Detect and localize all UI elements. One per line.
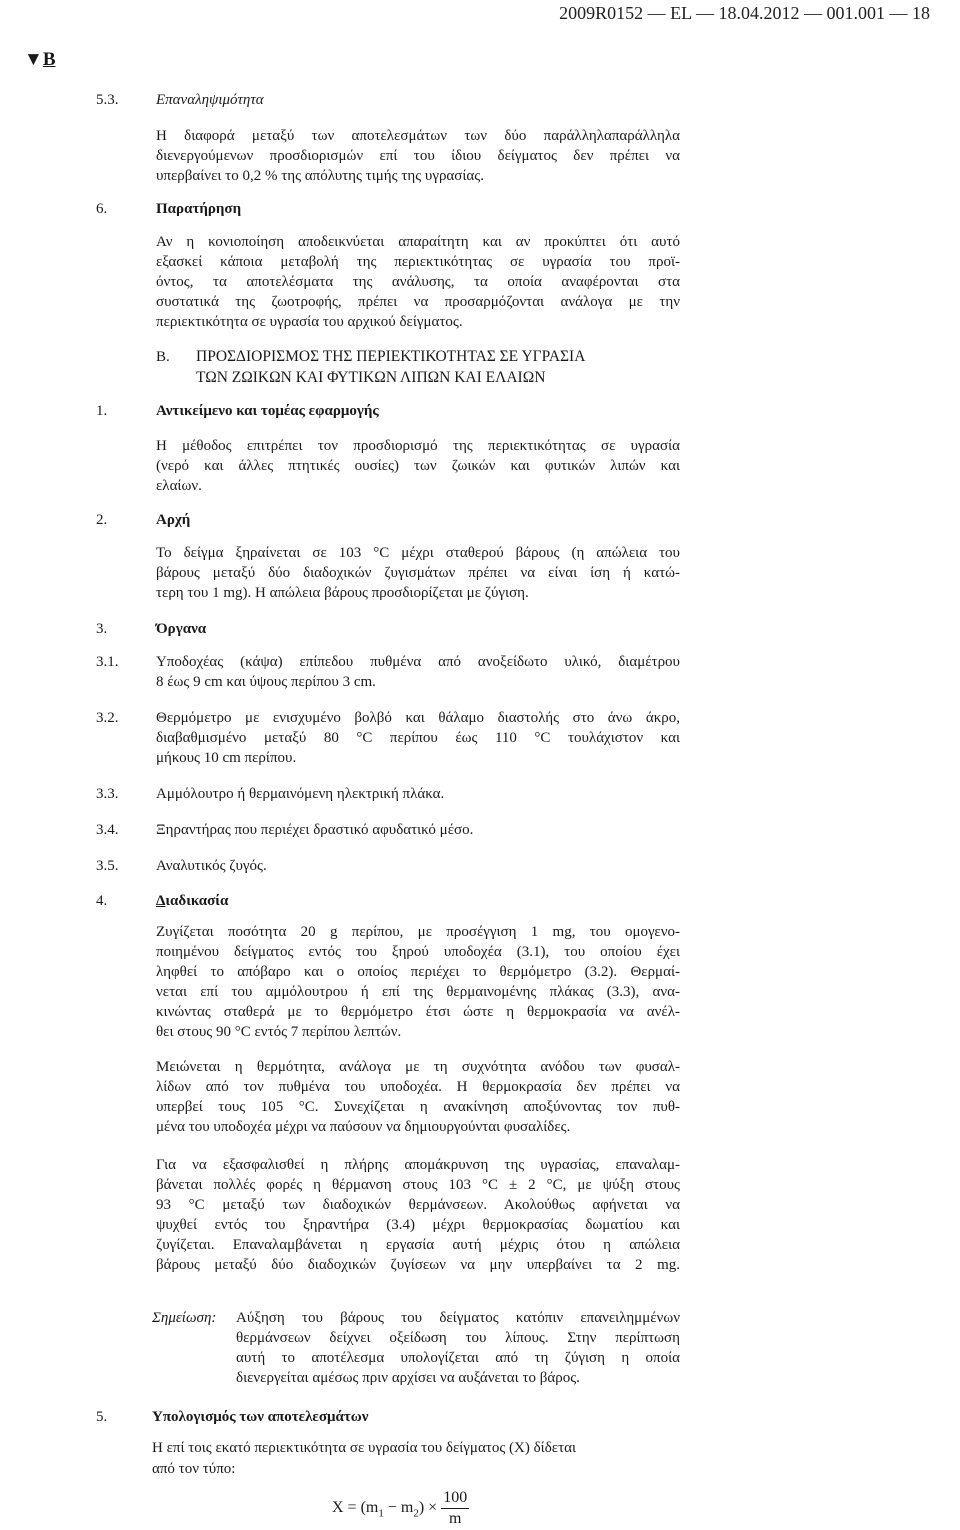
formula-minus: − [387,1499,397,1517]
item-number: 3.5. [96,858,119,874]
text-line: Υποδοχέας (κάψα) επίπεδου πυθμένα από ανοξείδωτο υλικό, διαμέτρου [156,654,680,670]
text-line: κινώντας σταθερά με το θερμόμετρο έτσι ώστε η θερμοκρασία να ανέλ- [156,1004,680,1020]
text-line: ζυγίζεται. Επαναλαμβάνεται η εργασία αυτή μέχρις ότου η απώλεια [156,1237,680,1253]
item-number: 3.1. [96,654,119,670]
text-line: διαβαθμισμένο μεταξύ 80 °C περίπου έως 110 °C τουλάχιστον και [156,730,680,746]
section-title: Αρχή [156,512,191,528]
list-item: Αμμόλουτρο ή θερμαινόμενη ηλεκτρική πλάκα. [156,786,445,802]
text-line: νεται επί του αμμόλουτρου ή επί της θερμαινομένης πλάκας (3.3), ανα- [156,984,680,1000]
text-line: Το δείγμα ξηραίνεται σε 103 °C μέχρι σταθερού βάρους (η απώλεια του [156,545,680,561]
section-title: Αντικείμενο και τομέας εφαρμογής [156,403,379,419]
text-line: αυτή το αποτέλεσμα υπολογίζεται από τη ζύγιση η οποία [236,1350,680,1366]
list-item: Αναλυτικός ζυγός. [156,858,267,874]
formula-m1: m [365,1499,379,1517]
text-line: 93 °C μεταξύ των διαδοχικών θερμάνσεων. Ακολούθως αφήνεται να [156,1197,680,1213]
formula-paren-open: ( [360,1499,366,1517]
paragraph [156,126,680,186]
marker-label: B [42,49,56,70]
section-number: 6. [96,201,108,217]
text-line: λίδων από τον πυθμένα του υποδοχέα. Η θερμοκρασία δεν πρέπει να [156,1079,680,1095]
text-line: Η μέθοδος επιτρέπει τον προσδιορισμό της περιεκτικότητας σε υγρασία [156,438,680,454]
text-line: ελαίων. [156,478,202,494]
formula-m2: m [400,1499,414,1517]
formula-lhs: X = [332,1499,357,1517]
text-line: Αν η κονιοποίηση αποδεικνύεται απαραίτητη και αν προκύπτει ότι αυτό [156,234,680,250]
text-line: βάρους μεταξύ δύο διαδοχικών ζυγίσεων να μην υπερβαίνει τα 2 mg. [156,1257,680,1273]
section-title: Παρατήρηση [156,201,242,217]
text-line: (νερό και άλλες πτητικές ουσίες) των ζωικών και φυτικών λιπών και [156,458,680,474]
formula-sub2: 2 [413,1507,419,1520]
text-line: ληφθεί το απόβαρο και ο οποίος περιέχει το θερμόμετρο (3.2). Θερμαί- [156,964,680,980]
section-number: 5. [96,1409,108,1425]
note-label: Σημείωση: [152,1310,217,1326]
text-line: συστατικά της ζωοτροφής, πρέπει να προσαρμόζονται ανάλογα με την [156,294,680,310]
document-header: 2009R0152 — EL — 18.04.2012 — 001.001 — 18 [559,3,930,23]
formula-fraction [441,1488,469,1529]
formula-times: × [428,1499,438,1517]
text-line: εξασκεί κάποια μεταβολή της περιεκτικότητας σε υγρασία του προϊ- [156,254,680,270]
part-number: B. [156,349,170,365]
formula [332,1488,469,1529]
text-line: Θερμόμετρο με ενισχυμένο βολβό και θάλαμο διαστολής στο άνω άκρο, [156,710,680,726]
section-number: 3. [96,621,108,637]
text-line: μήκους 10 cm περίπου. [156,750,297,766]
section-title [156,891,228,911]
text-line: Ζυγίζεται ποσότητα 20 g περίπου, με προσέγγιση 1 mg, του ομογενο- [156,924,680,940]
paragraph [156,1155,680,1275]
paragraph [156,1057,680,1137]
part-title-line: ΠΡΟΣΔΙΟΡΙΣΜΟΣ ΤΗΣ ΠΕΡΙΕΚΤΙΚΟΤΗΤΑΣ ΣΕ ΥΓΡΑΣΙΑ [196,348,586,365]
list-item [156,708,680,768]
text-line: περιεκτικότητα σε υγρασία του αρχικού δείγματος. [156,314,463,330]
section-number: 1. [96,403,108,419]
formula-numerator: 100 [441,1488,469,1509]
paragraph [156,543,680,603]
section-title: Όργανα [156,621,207,637]
part-title-line: ΤΩΝ ΖΩΙΚΩΝ ΚΑΙ ΦΥΤΙΚΩΝ ΛΙΠΩΝ ΚΑΙ ΕΛΑΙΩΝ [196,369,546,386]
amendment-marker [24,50,56,70]
list-item [156,652,680,692]
text-line: θει στους 90 °C εντός 7 περίπου λεπτών. [156,1024,402,1040]
text-line: Η επί τοις εκατό περιεκτικότητα σε υγρασία του δείγματος (X) δίδεται [152,1440,576,1456]
section-title-rest: ιαδικασία [165,893,229,909]
text-line: ποιημένου δείγματος εντός του ξηρού υποδοχέα (3.1), του οποίου έχει [156,944,680,960]
paragraph [156,922,680,1042]
text-line: διενεργείται αμέσως πριν αρχίσει να αυξάνεται το βάρος. [236,1370,580,1386]
formula-denominator: m [448,1510,462,1527]
list-item: Ξηραντήρας που περιέχει δραστικό αφυδατικό μέσο. [156,822,474,838]
item-number: 3.3. [96,786,119,802]
text-line: ψυχθεί εντός του ξηραντήρα (3.4) μέχρι θερμοκρασίας δωματίου και [156,1217,680,1233]
section-number: 4. [96,893,108,909]
text-line: από τον τύπο: [152,1461,236,1477]
item-number: 3.2. [96,710,119,726]
text-line: τερη του 1 mg). Η απώλεια βάρους προσδιορίζεται με ζύγιση. [156,585,529,601]
text-line: διενεργούμενων προσδιορισμών επί του ίδιου δείγματος δεν πρέπει να [156,148,680,164]
text-line: Η διαφορά μεταξύ των αποτελεσμάτων των δύο παράλληλαπαράλληλα [156,128,680,144]
formula-paren-close: ) [418,1499,425,1517]
section-number: 5.3. [96,92,119,108]
section-title: Υπολογισμός των αποτελεσμάτων [152,1409,369,1425]
formula-sub1: 1 [378,1507,384,1520]
text-line: μένα του υποδοχέα μέχρι να παύσουν να δημιουργούνται φυσαλίδες. [156,1119,571,1135]
text-line: Για να εξασφαλισθεί η πλήρης απομάκρυνση της υγρασίας, επαναλαμ- [156,1157,680,1173]
text-line: βάνεται πολλές φορές η θέρμανση στους 103 °C ± 2 °C, με ψύξη στους [156,1177,680,1193]
paragraph [156,232,680,332]
section-title: Επαναληψιμότητα [156,92,264,108]
text-line: υπερβαίνει το 0,2 % της απόλυτης τιμής της υγρασίας. [156,168,484,184]
text-line: Αύξηση του βάρους του δείγματος κατόπιν επανειλημμένων [236,1310,680,1326]
note-text [236,1308,680,1388]
text-line: 8 έως 9 cm και ύψους περίπου 3 cm. [156,674,376,690]
text-line: όντος, τα αποτελέσματα της ανάλυσης, τα οποία αναφέρονται στα [156,274,680,290]
text-line: θερμάνσεων δείχνει οξείδωση του λίπους. Στην περίπτωση [236,1330,680,1346]
text-line: βάρους μεταξύ δύο διαδοχικών ζυγισμάτων πρέπει να είναι ίση ή κατώ- [156,565,680,581]
triangle-down-icon: ▼ [24,49,43,70]
item-number: 3.4. [96,822,119,838]
section-number: 2. [96,512,108,528]
paragraph [156,436,680,496]
underlined-initial: Δ [156,893,166,909]
text-line: υπερβεί τους 105 °C. Συνεχίζεται η ανακίνηση αποξύνοντας τον πυθ- [156,1099,680,1115]
text-line: Μειώνεται η θερμότητα, ανάλογα με τη συχνότητα ανόδου των φυσαλ- [156,1059,680,1075]
